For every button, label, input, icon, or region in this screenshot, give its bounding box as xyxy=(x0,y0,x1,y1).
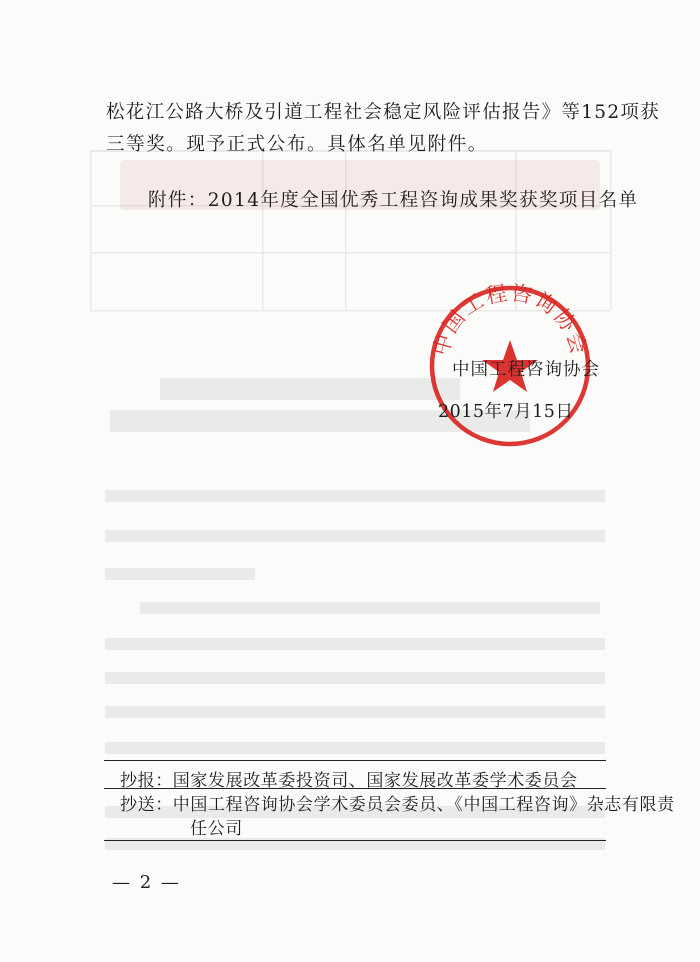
seal-ring-text: 中国工程咨询协会 xyxy=(428,282,592,359)
signature-date: 2015年7月15日 xyxy=(438,402,574,422)
attachment-line: 附件：2014年度全国优秀工程咨询成果奖获奖项目名单 xyxy=(148,190,639,211)
footer-rule-bottom xyxy=(104,840,606,841)
cc-send-line-1: 抄送：中国工程咨询协会学术委员会委员、《中国工程咨询》杂志有限责 xyxy=(120,795,675,815)
cc-report-line: 抄报：国家发展改革委投资司、国家发展改革委学术委员会 xyxy=(120,771,578,791)
footer-rule-middle xyxy=(104,788,606,789)
body-text-line-1: 松花江公路大桥及引道工程社会稳定风险评估报告》等152项获 xyxy=(106,102,661,123)
footer-rule-top xyxy=(104,760,606,761)
cc-send-line-2: 任公司 xyxy=(190,819,243,839)
signature-organization: 中国工程咨询协会 xyxy=(452,360,600,380)
page-number: — 2 — xyxy=(112,872,181,893)
body-text-line-2: 三等奖。现予正式公布。具体名单见附件。 xyxy=(106,134,488,155)
